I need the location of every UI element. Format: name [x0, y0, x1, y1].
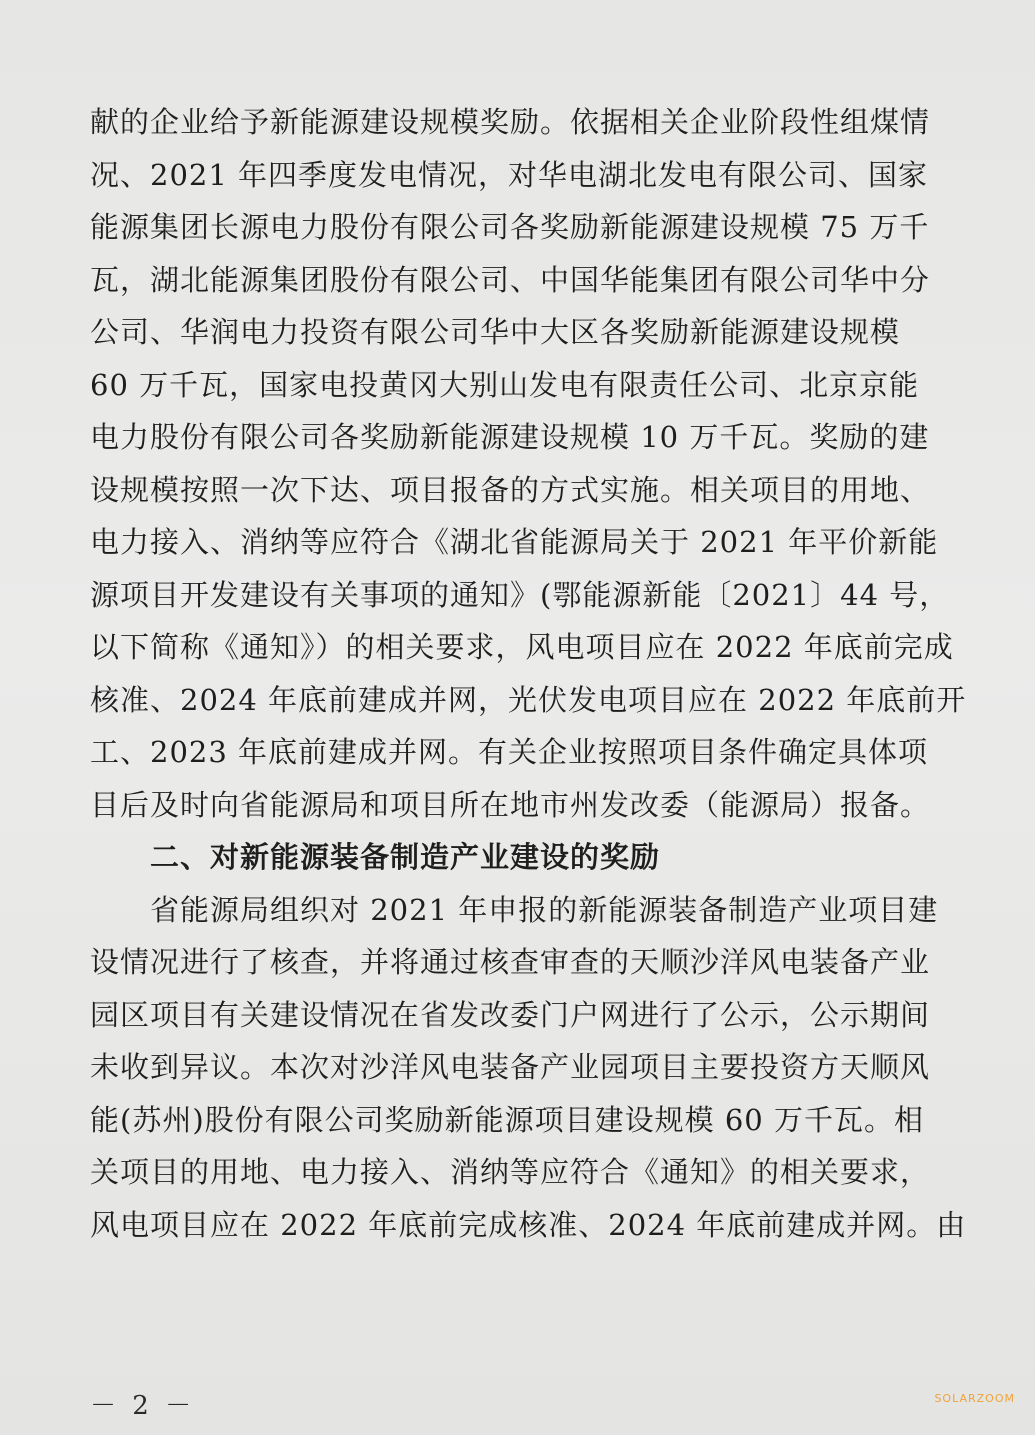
- paragraph-line: 源项目开发建设有关事项的通知》(鄂能源新能〔2021〕44 号，: [90, 577, 950, 612]
- section-paragraph-line: 能(苏州)股份有限公司奖励新能源项目建设规模 60 万千瓦。相: [90, 1102, 924, 1137]
- section-paragraph-line: 未收到异议。本次对沙洋风电装备产业园项目主要投资方天顺风: [90, 1050, 931, 1084]
- paragraph-line: 公司、华润电力投资有限公司华中大区各奖励新能源建设规模: [90, 315, 901, 349]
- paragraph-line: 瓦，湖北能源集团股份有限公司、中国华能集团有限公司华中分: [90, 262, 931, 297]
- paragraph-line: 工、2023 年底前建成并网。有关企业按照项目条件确定具体项: [90, 735, 929, 769]
- paragraph-line: 献的企业给予新能源建设规模奖励。依据相关企业阶段性组煤情: [90, 105, 931, 139]
- section-paragraph-line: 省能源局组织对 2021 年申报的新能源装备制造产业项目建: [150, 892, 939, 927]
- paragraph-line: 60 万千瓦，国家电投黄冈大别山发电有限责任公司、北京京能: [90, 367, 920, 402]
- section-heading: 二、对新能源装备制造产业建设的奖励: [150, 840, 661, 874]
- section-paragraph-line: 风电项目应在 2022 年底前完成核准、2024 年底前建成并网。由: [90, 1207, 967, 1242]
- paragraph-line: 电力接入、消纳等应符合《湖北省能源局关于 2021 年平价新能: [90, 525, 939, 559]
- paragraph-line: 核准、2024 年底前建成并网，光伏发电项目应在 2022 年底前开: [90, 682, 967, 717]
- paragraph-line: 况、2021 年四季度发电情况，对华电湖北发电有限公司、国家: [90, 157, 929, 192]
- paragraph-line: 电力股份有限公司各奖励新能源建设规模 10 万千瓦。奖励的建: [90, 420, 930, 454]
- section-paragraph-line: 设情况进行了核查，并将通过核查审查的天顺沙洋风电装备产业: [90, 945, 931, 979]
- section-paragraph-line: 园区项目有关建设情况在省发改委门户网进行了公示，公示期间: [90, 997, 931, 1032]
- watermark: SOLARZOOM: [934, 1392, 1015, 1405]
- page-number: － 2 －: [90, 1391, 196, 1421]
- document-body: [90, 96, 970, 1251]
- section-paragraph-line: 关项目的用地、电力接入、消纳等应符合《通知》的相关要求，: [90, 1155, 931, 1189]
- paragraph-line: 目后及时向省能源局和项目所在地市州发改委（能源局）报备。: [90, 787, 931, 822]
- paragraph-line: 设规模按照一次下达、项目报备的方式实施。相关项目的用地、: [90, 472, 931, 507]
- paragraph-line: 能源集团长源电力股份有限公司各奖励新能源建设规模 75 万千: [90, 210, 930, 244]
- paragraph-line: 以下简称《通知》）的相关要求，风电项目应在 2022 年底前完成: [90, 630, 954, 664]
